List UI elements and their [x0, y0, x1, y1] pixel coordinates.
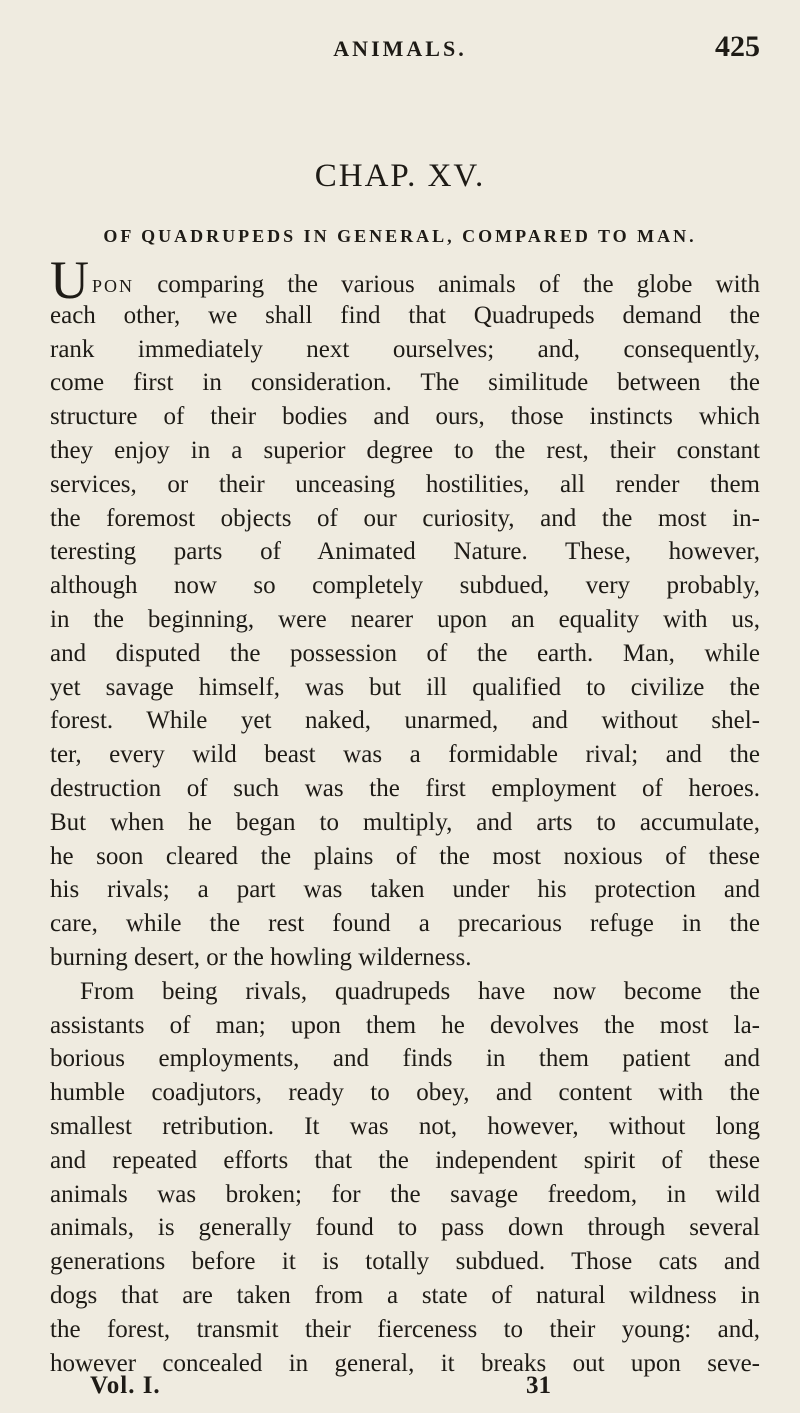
text-line: smallest retribution. It was not, however, without long [50, 1112, 760, 1140]
text-line: burning desert, or the howling wilderness. [50, 943, 472, 971]
text-line: he soon cleared the plains of the most noxious of these [50, 842, 760, 870]
opening-small-caps: PON [92, 276, 135, 296]
text-line: But when he began to multiply, and arts to accumulate, [50, 808, 760, 836]
text-line: and repeated efforts that the independent spirit of these [50, 1146, 760, 1174]
chapter-heading: CHAP. XV. [314, 158, 486, 194]
text-line [50, 250, 760, 310]
text-line: animals was broken; for the savage freedom, in wild [50, 1180, 760, 1208]
drop-cap: U [50, 250, 89, 310]
text-line: rank immediately next ourselves; and, consequently, [50, 335, 760, 363]
text-line: the forest, transmit their fierceness to their young: and, [50, 1315, 760, 1343]
text-line: care, while the rest found a precarious refuge in the [50, 910, 760, 938]
text-line: yet savage himself, was but ill qualified to civilize the [50, 673, 760, 701]
text-line: however concealed in general, it breaks out upon seve- [50, 1349, 760, 1377]
text-line: humble coadjutors, ready to obey, and content with the [50, 1079, 760, 1107]
page-number: 425 [715, 30, 760, 63]
body-text [50, 250, 760, 1380]
text-line: although now so completely subdued, very probably, [50, 572, 760, 600]
text-line: From being rivals, quadrupeds have now become the [80, 977, 760, 1005]
chapter-subtitle: OF QUADRUPEDS IN GENERAL, COMPARED TO MAN. [103, 226, 697, 246]
text-line: dogs that are taken from a state of natural wildness in [50, 1281, 760, 1309]
running-head [0, 30, 800, 70]
volume-mark: Vol. I. [90, 1372, 161, 1399]
text-line: the foremost objects of our curiosity, and the most in- [50, 504, 760, 532]
page-footer [0, 1372, 800, 1404]
text-line: ter, every wild beast was a formidable rival; and the [50, 741, 760, 769]
text-line: in the beginning, were nearer upon an equality with us, [50, 605, 760, 633]
signature-mark: 31 [526, 1372, 551, 1399]
text-line: his rivals; a part was taken under his protection and [50, 876, 760, 904]
text-line: teresting parts of Animated Nature. These, however, [50, 538, 760, 566]
text-line: borious employments, and finds in them patient and [50, 1045, 760, 1073]
text-line: forest. While yet naked, unarmed, and without shel- [50, 707, 760, 735]
text-line: they enjoy in a superior degree to the rest, their constant [50, 436, 760, 464]
text-line: each other, we shall find that Quadrupeds demand the [50, 301, 760, 329]
text-line-content: comparing the various animals of the globe with [157, 271, 760, 298]
text-line: animals, is generally found to pass down through several [50, 1214, 760, 1242]
running-title: ANIMALS. [333, 36, 467, 61]
text-line: destruction of such was the first employment of heroes. [50, 774, 760, 802]
text-line: assistants of man; upon them he devolves the most la- [50, 1011, 760, 1039]
text-line: come first in consideration. The similitude between the [50, 369, 760, 397]
text-line: generations before it is totally subdued. Those cats and [50, 1248, 760, 1276]
text-line: structure of their bodies and ours, those instincts which [50, 403, 760, 431]
text-line: services, or their unceasing hostilities, all render them [50, 470, 760, 498]
text-line: and disputed the possession of the earth. Man, while [50, 639, 760, 667]
